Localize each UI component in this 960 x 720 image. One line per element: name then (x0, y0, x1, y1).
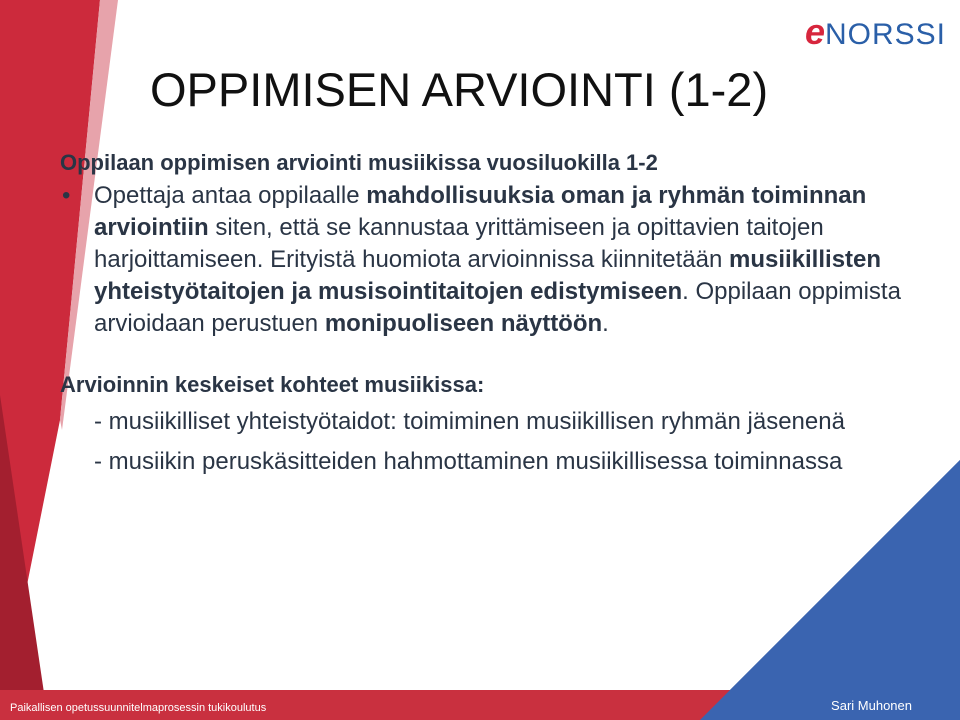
bullet-text-3: . Oppilaan oppimista arvioidaan perustuen (94, 278, 901, 337)
section2-heading: Arvioinnin keskeiset kohteet musiikissa: (60, 372, 485, 397)
logo-e: e (804, 11, 825, 52)
section1-heading: Oppilaan oppimisen arviointi musiikissa vuosiluokilla 1-2 (60, 150, 658, 175)
bullet-dot: • (62, 182, 71, 209)
footer-left-text: Paikallisen opetussuunnitelmaprosessin tukikoulutus (10, 702, 267, 714)
enorssi-logo (804, 11, 946, 52)
list-item: - musiikilliset yhteistyötaidot: toimiminen musiikillisen ryhmän jäsenenä (94, 408, 845, 435)
bullet-paragraph (60, 180, 930, 340)
bullet-text-1: Opettaja antaa oppilaalle (94, 182, 367, 209)
slide-title: OPPIMISEN ARVIOINTI (1-2) (150, 63, 769, 116)
bullet-bold-2: musiikillisten yhteistyötaitojen ja musisointitaitojen edistymiseen (94, 246, 882, 305)
list-item: - musiikin peruskäsitteiden hahmottaminen musiikillisessa toiminnassa (94, 448, 843, 475)
bullet-bold-3: monipuoliseen näyttöön (324, 310, 603, 337)
bullet-text-4: . (602, 310, 609, 337)
footer-blue-overlap (700, 460, 960, 720)
footer-author: Sari Muhonen (831, 698, 912, 713)
slide-content (60, 150, 930, 478)
logo-text: NORSSI (824, 18, 946, 51)
bullet-text-2: siten, että se kannustaa yrittämiseen ja opittavien taitojen harjoittamiseen. Erityistä huomiota arvioinnissa kiinnitetään (94, 214, 824, 273)
bullet-bold-1: mahdollisuuksia oman ja ryhmän toiminnan arviointiin (94, 182, 867, 241)
